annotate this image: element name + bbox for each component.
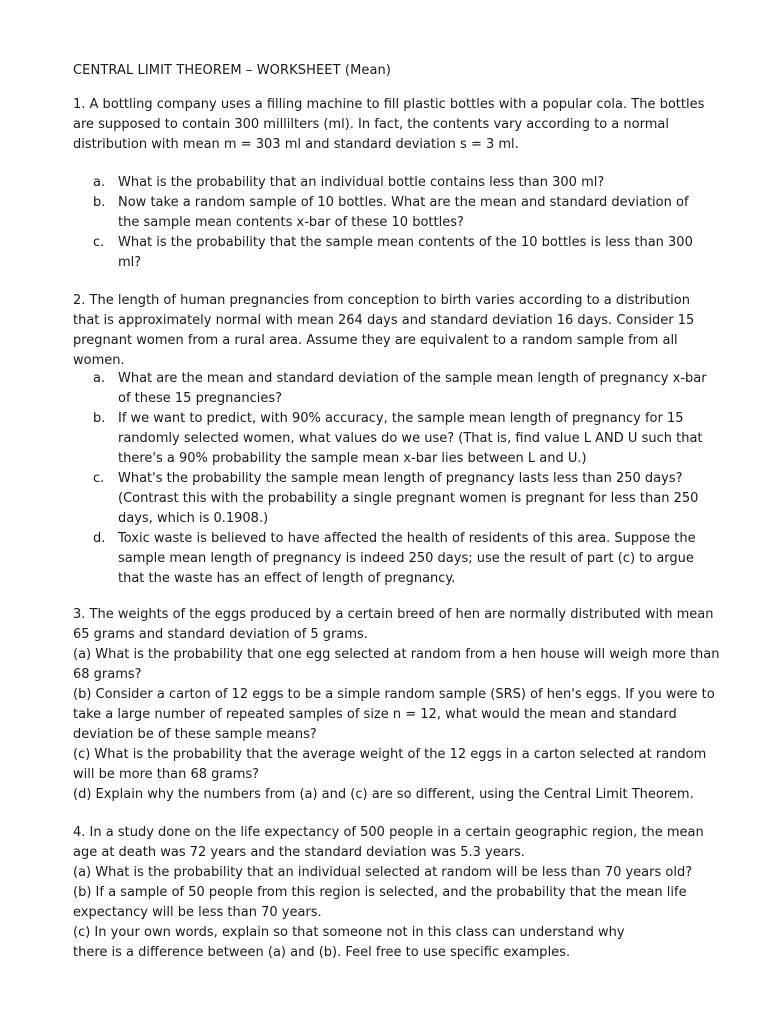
question-4-line: age at death was 72 years and the standard deviation was 5.3 years.	[73, 845, 525, 860]
part-text: What's the probability the sample mean length of pregnancy lasts less than 250 days? (Contrast this with the probability a single pregnant women is pregnant for less than 250 days, which is 0.1908.)	[118, 471, 699, 526]
part-marker: c.	[93, 471, 105, 486]
question-4-line: (a) What is the probability that an individual selected at random will be less than 70 years old?	[73, 865, 693, 880]
question-3	[73, 605, 723, 805]
part-marker: c.	[93, 235, 105, 250]
question-1-part-b	[93, 193, 713, 233]
part-marker: a.	[93, 175, 106, 190]
part-text: What is the probability that an individual bottle contains less than 300 ml?	[118, 175, 605, 190]
question-3-line: 68 grams?	[73, 667, 142, 682]
question-3-line: 3. The weights of the eggs produced by a certain breed of hen are normally distributed with mean	[73, 607, 714, 622]
question-3-line: (d) Explain why the numbers from (a) and (c) are so different, using the Central Limit Theorem.	[73, 787, 694, 802]
question-4	[73, 823, 723, 963]
question-4-line: there is a difference between (a) and (b). Feel free to use specific examples.	[73, 945, 571, 960]
question-4-line: (b) If a sample of 50 people from this region is selected, and the probability that the mean life	[73, 885, 687, 900]
question-3-line: take a large number of repeated samples of size n = 12, what would the mean and standard	[73, 707, 677, 722]
question-1-intro: 1. A bottling company uses a filling machine to fill plastic bottles with a popular cola. The bottles are supposed to contain 300 millilters (ml). In fact, the contents vary according to a normal distribution with mean m = 303 ml and standard deviation s = 3 ml.	[73, 97, 705, 152]
part-text: What are the mean and standard deviation of the sample mean length of pregnancy x-bar of these 15 pregnancies?	[118, 371, 707, 406]
question-1-part-c	[93, 233, 713, 273]
question-1-part-a	[93, 173, 713, 193]
question-4-line: expectancy will be less than 70 years.	[73, 905, 322, 920]
part-text: Now take a random sample of 10 bottles. What are the mean and standard deviation of the sample mean contents x-bar of these 10 bottles?	[118, 195, 689, 230]
question-3-line: (c) What is the probability that the average weight of the 12 eggs in a carton selected at random	[73, 747, 707, 762]
question-3-line: (b) Consider a carton of 12 eggs to be a simple random sample (SRS) of hen's eggs. If you were to	[73, 687, 715, 702]
question-2-part-d	[93, 529, 713, 589]
question-2-intro: 2. The length of human pregnancies from conception to birth varies according to a distribution that is approximately normal with mean 264 days and standard deviation 16 days. Consider 15 pregnant women from a rural area. Assume they are equivalent to a random sample from all women.	[73, 293, 695, 368]
part-marker: a.	[93, 371, 106, 386]
part-text: If we want to predict, with 90% accuracy, the sample mean length of pregnancy for 15 randomly selected women, what values do we use? (That is, find value L AND U such that there's a 90% probability the sample mean x-bar lies between L and U.)	[118, 411, 703, 466]
part-marker: b.	[93, 411, 106, 426]
question-2-part-a	[93, 369, 713, 409]
question-2-parts	[93, 369, 713, 589]
question-4-line: (c) In your own words, explain so that someone not in this class can understand why	[73, 925, 625, 940]
question-4-line: 4. In a study done on the life expectancy of 500 people in a certain geographic region, the mean	[73, 825, 704, 840]
question-3-line: will be more than 68 grams?	[73, 767, 260, 782]
part-marker: d.	[93, 531, 106, 546]
question-3-line: 65 grams and standard deviation of 5 grams.	[73, 627, 368, 642]
question-3-line: deviation be of these sample means?	[73, 727, 317, 742]
part-marker: b.	[93, 195, 106, 210]
question-3-line: (a) What is the probability that one egg selected at random from a hen house will weigh more than	[73, 647, 720, 662]
part-text: What is the probability that the sample mean contents of the 10 bottles is less than 300 ml?	[118, 235, 693, 270]
part-text: Toxic waste is believed to have affected the health of residents of this area. Suppose the sample mean length of pregnancy is indeed 250 days; use the result of part (c) to argue that the waste has an effect of length of pregnancy.	[118, 531, 696, 586]
question-1-parts	[93, 173, 713, 273]
question-2-part-c	[93, 469, 713, 529]
worksheet-title: CENTRAL LIMIT THEOREM – WORKSHEET (Mean)	[73, 63, 392, 78]
question-2-part-b	[93, 409, 713, 469]
